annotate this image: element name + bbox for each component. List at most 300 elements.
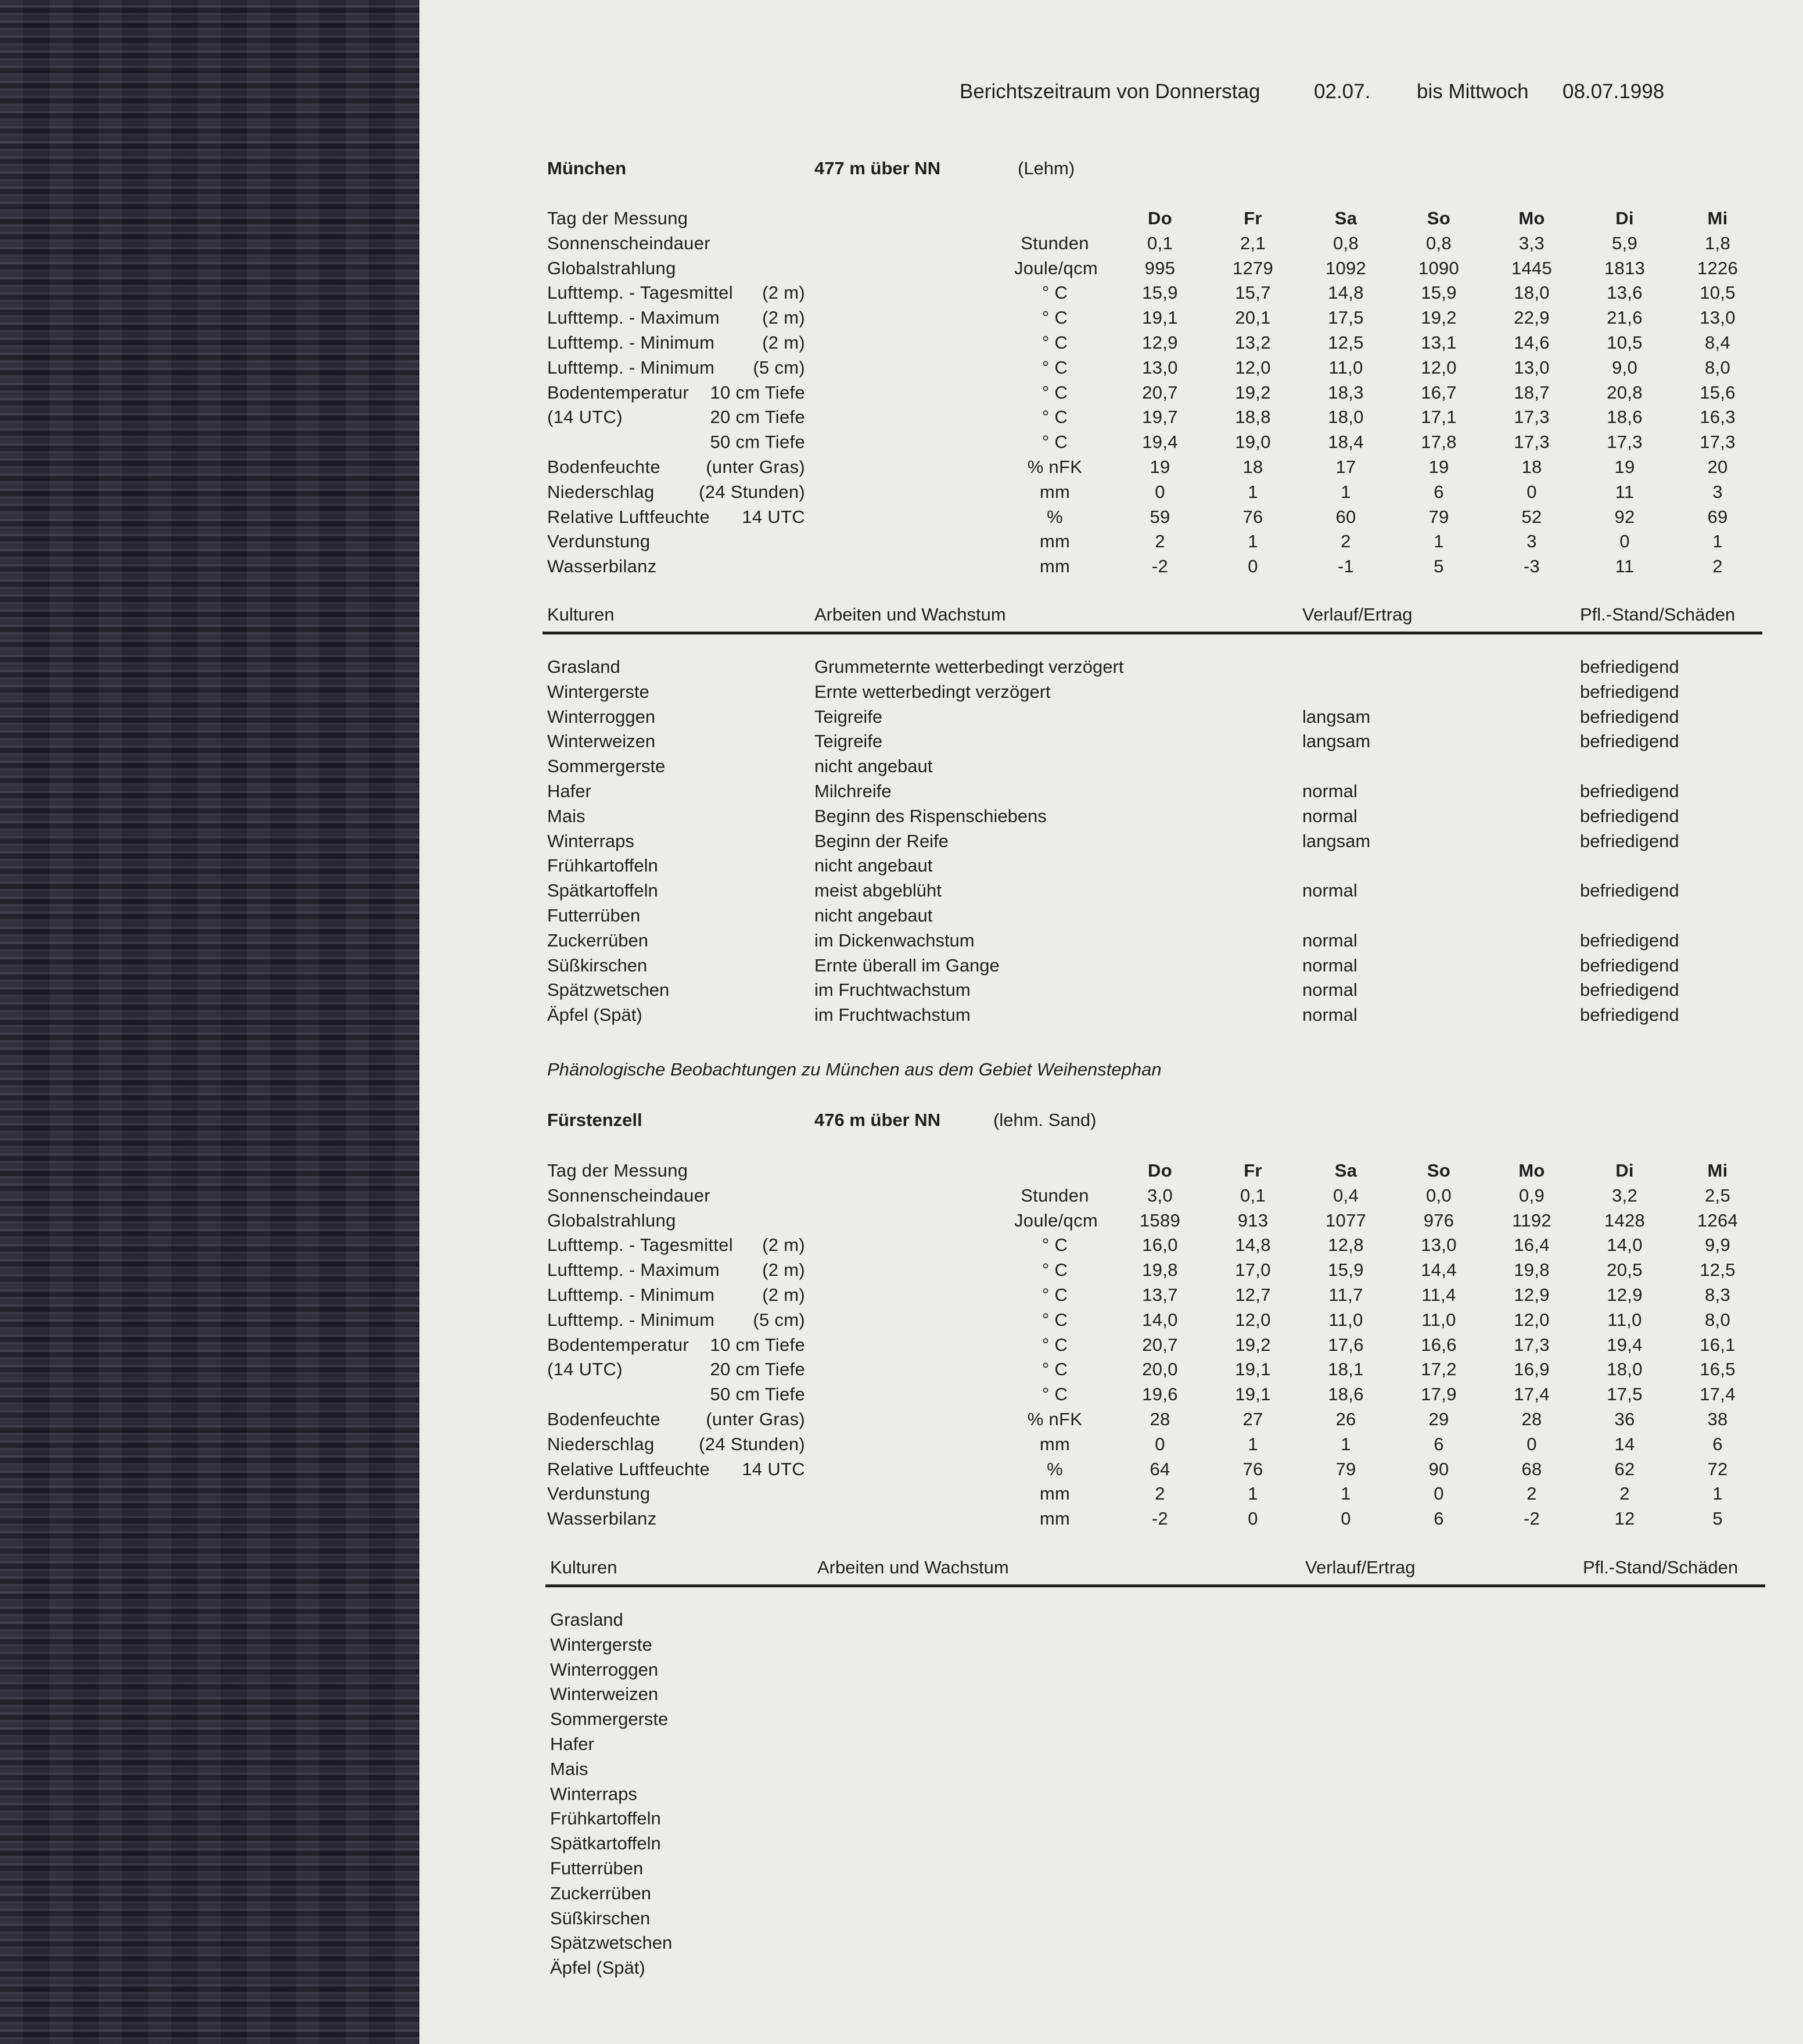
measurement-value: 17,4 xyxy=(1700,1384,1736,1405)
report-period-label-from: Berichtszeitraum von Donnerstag xyxy=(960,80,1260,103)
kulturen-row xyxy=(419,1858,1803,1882)
measurement-value: 27 xyxy=(1242,1409,1263,1429)
crop-stand: befriedigend xyxy=(1580,1005,1679,1025)
measurement-sublabel: 10 cm Tiefe xyxy=(710,382,805,403)
measurement-row xyxy=(419,1210,1803,1235)
kulturen-row xyxy=(419,955,1803,980)
measurement-label: Wasserbilanz xyxy=(547,1508,657,1529)
measurement-value: -2 xyxy=(1151,556,1169,577)
day-label: So xyxy=(1427,1160,1451,1181)
measurement-value: 12,9 xyxy=(1514,1285,1550,1305)
measurement-value: 11,7 xyxy=(1328,1285,1363,1305)
crop-name: Spätzwetschen xyxy=(547,980,670,1001)
measurement-unit: mm xyxy=(1039,1483,1071,1504)
crop-name: Wintergerste xyxy=(550,1634,652,1655)
measurement-label: Bodenfeuchte xyxy=(547,1409,660,1429)
measurement-label: Verdunstung xyxy=(547,1483,651,1504)
crop-stand: befriedigend xyxy=(1580,731,1679,752)
crop-verlauf: normal xyxy=(1302,1005,1357,1025)
measurement-value: 18 xyxy=(1242,457,1263,477)
measurement-value: 19,2 xyxy=(1235,382,1271,403)
kulturen-row xyxy=(419,1684,1803,1708)
measurement-value: 19,2 xyxy=(1235,1334,1271,1355)
measurement-value: 19,1 xyxy=(1235,1384,1271,1405)
report-period-label-to: bis Mittwoch xyxy=(1417,80,1529,103)
measurement-value: 19 xyxy=(1428,457,1449,477)
crop-arbeiten: Milchreife xyxy=(814,781,892,801)
measurement-label: (14 UTC) xyxy=(547,407,623,428)
crop-stand: befriedigend xyxy=(1580,681,1679,702)
measurement-sublabel: (2 m) xyxy=(762,1235,805,1256)
measurement-value: 0,8 xyxy=(1333,232,1359,253)
measurement-value: 2,5 xyxy=(1705,1185,1730,1206)
measurement-value: 17,0 xyxy=(1235,1260,1271,1281)
measurement-unit: Joule/qcm xyxy=(1014,257,1098,278)
measurement-value: 11,0 xyxy=(1328,1309,1363,1330)
measurement-row xyxy=(419,1434,1803,1458)
report-period-date-from: 02.07. xyxy=(1314,80,1371,103)
measurement-row xyxy=(419,1508,1803,1533)
day-label: Do xyxy=(1148,208,1172,228)
measurement-value: 36 xyxy=(1614,1409,1635,1429)
measurement-value: 1 xyxy=(1341,1433,1351,1454)
measurement-value: 17,5 xyxy=(1328,307,1364,328)
measurement-value: 0,0 xyxy=(1426,1185,1452,1206)
crop-stand: befriedigend xyxy=(1580,657,1679,677)
measurement-value: 2 xyxy=(1155,531,1165,552)
measurement-value: 17,3 xyxy=(1514,1334,1550,1355)
kulturen-row xyxy=(419,1908,1803,1932)
crop-stand: befriedigend xyxy=(1580,706,1679,727)
kulturen-row xyxy=(419,756,1803,780)
measurement-label: Globalstrahlung xyxy=(547,1210,676,1231)
measurement-row xyxy=(419,307,1803,332)
crop-stand: befriedigend xyxy=(1580,830,1679,851)
measurement-sublabel: 20 cm Tiefe xyxy=(710,1359,805,1380)
kulturen-header-row xyxy=(419,1557,1803,1582)
measurement-row xyxy=(419,382,1803,407)
measurement-value: 2 xyxy=(1712,556,1723,577)
measurement-value: 79 xyxy=(1428,506,1449,527)
station-name: München xyxy=(547,158,627,178)
measurement-value: 6 xyxy=(1712,1433,1723,1454)
measurement-sublabel: 10 cm Tiefe xyxy=(710,1334,805,1355)
measurement-unit: Stunden xyxy=(1021,232,1089,253)
measurement-sublabel: (2 m) xyxy=(762,1285,805,1305)
measurement-row xyxy=(419,1335,1803,1359)
day-label: Di xyxy=(1615,1160,1634,1181)
measurement-value: 14,6 xyxy=(1514,332,1550,353)
arbeiten-header: Arbeiten und Wachstum xyxy=(817,1557,1009,1577)
crop-name: Sommergerste xyxy=(547,756,666,777)
measurement-value: 28 xyxy=(1150,1409,1170,1429)
measurement-value: 22,9 xyxy=(1514,307,1550,328)
measurement-value: 14,0 xyxy=(1607,1235,1643,1256)
measurement-unit: mm xyxy=(1039,1508,1071,1529)
crop-name: Süßkirschen xyxy=(547,955,648,976)
measurement-label: Sonnenscheindauer xyxy=(547,1185,710,1206)
verlauf-header: Verlauf/Ertrag xyxy=(1302,604,1413,625)
kulturen-row xyxy=(419,781,1803,805)
crop-arbeiten: meist abgeblüht xyxy=(814,880,942,901)
measurement-value: 17,5 xyxy=(1607,1384,1643,1405)
kulturen-row xyxy=(419,731,1803,755)
measurement-value: 18,1 xyxy=(1328,1359,1364,1380)
crop-name: Zuckerrüben xyxy=(547,930,649,951)
measurement-value: 1 xyxy=(1341,481,1351,502)
measurement-label: Lufttemp. - Maximum xyxy=(547,307,720,328)
measurement-value: 8,0 xyxy=(1705,1309,1730,1330)
kulturen-row xyxy=(419,1659,1803,1684)
measurement-value: 0 xyxy=(1341,1508,1351,1529)
day-label: Mo xyxy=(1518,208,1545,228)
crop-arbeiten: im Fruchtwachstum xyxy=(814,980,971,1001)
measurement-value: 72 xyxy=(1707,1458,1728,1479)
crop-verlauf: langsam xyxy=(1302,830,1371,851)
measurement-value: 19,7 xyxy=(1142,407,1178,428)
crop-arbeiten: Ernte überall im Gange xyxy=(814,955,1000,976)
measurement-row xyxy=(419,1310,1803,1334)
crop-arbeiten: nicht angebaut xyxy=(814,905,933,926)
measurement-value: 11,0 xyxy=(1607,1309,1642,1330)
measurement-value: 2 xyxy=(1619,1483,1630,1504)
crop-verlauf: normal xyxy=(1302,955,1357,976)
measurement-label: Relative Luftfeuchte xyxy=(547,506,710,527)
day-label: Mi xyxy=(1707,1160,1728,1181)
measurement-value: 8,4 xyxy=(1705,332,1730,353)
measurement-value: 92 xyxy=(1614,506,1635,527)
measurement-value: 0,9 xyxy=(1519,1185,1545,1206)
kulturen-row xyxy=(419,657,1803,681)
crop-name: Futterrüben xyxy=(550,1858,644,1878)
measurement-value: 5 xyxy=(1434,556,1444,577)
measurement-row xyxy=(419,1359,1803,1383)
measurement-value: 1445 xyxy=(1511,257,1553,278)
measurement-unit: ° C xyxy=(1041,1384,1068,1405)
measurement-value: 1 xyxy=(1248,531,1258,552)
kulturen-row xyxy=(419,1609,1803,1634)
measurement-value: 11,0 xyxy=(1421,1309,1456,1330)
measurement-value: 13,2 xyxy=(1235,332,1271,353)
crop-name: Frühkartoffeln xyxy=(550,1808,661,1829)
kulturen-row xyxy=(419,980,1803,1004)
measurement-value: 15,9 xyxy=(1421,282,1457,303)
measurement-value: 995 xyxy=(1144,257,1176,278)
kulturen-row xyxy=(419,1808,1803,1833)
measurement-value: 16,0 xyxy=(1142,1235,1178,1256)
crop-arbeiten: im Fruchtwachstum xyxy=(814,1005,971,1025)
measurement-value: 10,5 xyxy=(1607,332,1643,353)
measurement-value: 3 xyxy=(1527,531,1537,552)
crop-name: Spätkartoffeln xyxy=(547,880,658,901)
measurement-value: 17,4 xyxy=(1514,1384,1550,1405)
measurement-value: 19,1 xyxy=(1142,307,1178,328)
measurement-sublabel: 14 UTC xyxy=(742,1458,805,1479)
measurement-sublabel: (24 Stunden) xyxy=(699,481,805,502)
measurement-unit: % xyxy=(1047,506,1063,527)
measurement-value: 12,5 xyxy=(1700,1260,1736,1281)
measurement-label: Niederschlag xyxy=(547,1433,655,1454)
measurement-value: 15,6 xyxy=(1700,382,1736,403)
measurement-value: 5 xyxy=(1712,1508,1723,1529)
crop-verlauf: normal xyxy=(1302,880,1357,901)
measurement-sublabel: (2 m) xyxy=(762,332,805,353)
measurement-value: 3 xyxy=(1712,481,1723,502)
measurement-value: 76 xyxy=(1242,1458,1263,1479)
day-label: Mo xyxy=(1518,1160,1545,1181)
day-label: So xyxy=(1427,208,1451,228)
kulturen-row xyxy=(419,1883,1803,1907)
measurement-value: 1077 xyxy=(1325,1210,1367,1231)
measurement-label: Lufttemp. - Minimum xyxy=(547,1309,715,1330)
measurement-row xyxy=(419,1384,1803,1408)
measurement-value: 0 xyxy=(1434,1483,1444,1504)
measurement-unit: % xyxy=(1047,1458,1063,1479)
day-row-label: Tag der Messung xyxy=(547,1160,688,1181)
measurement-value: 64 xyxy=(1150,1458,1170,1479)
measurement-value: 19,4 xyxy=(1607,1334,1643,1355)
measurement-value: 17,3 xyxy=(1514,407,1550,428)
measurement-value: 17,3 xyxy=(1700,432,1736,453)
measurement-label: Lufttemp. - Maximum xyxy=(547,1260,720,1281)
measurement-unit: mm xyxy=(1039,556,1071,577)
measurement-value: 76 xyxy=(1242,506,1263,527)
crop-name: Wintergerste xyxy=(547,681,649,702)
measurement-unit: ° C xyxy=(1041,1334,1068,1355)
measurement-sublabel: (2 m) xyxy=(762,282,805,303)
measurement-unit: ° C xyxy=(1041,357,1068,378)
measurement-value: 8,3 xyxy=(1705,1285,1730,1305)
measurement-value: 11 xyxy=(1615,556,1635,577)
measurement-value: 12,9 xyxy=(1142,332,1178,353)
crop-name: Mais xyxy=(547,805,586,826)
measurement-value: 8,0 xyxy=(1705,357,1730,378)
header-rule xyxy=(545,1584,1765,1587)
measurement-value: 16,7 xyxy=(1421,382,1457,403)
measurement-value: 14,8 xyxy=(1328,282,1364,303)
measurement-value: 0 xyxy=(1155,1433,1165,1454)
measurement-value: 18,7 xyxy=(1514,382,1550,403)
measurement-value: 26 xyxy=(1335,1409,1356,1429)
measurement-value: 17,2 xyxy=(1421,1359,1457,1380)
measurement-value: -2 xyxy=(1523,1508,1540,1529)
measurement-value: 17,1 xyxy=(1421,407,1457,428)
report-page xyxy=(419,0,1803,2044)
kulturen-row xyxy=(419,831,1803,855)
measurement-label: Verdunstung xyxy=(547,531,651,552)
kulturen-row xyxy=(419,905,1803,930)
crop-name: Winterroggen xyxy=(547,706,656,727)
crop-arbeiten: nicht angebaut xyxy=(814,855,933,876)
measurement-value: 1 xyxy=(1248,1483,1258,1504)
measurement-label: Wasserbilanz xyxy=(547,556,657,577)
measurement-sublabel: 14 UTC xyxy=(742,506,805,527)
measurement-row xyxy=(419,1483,1803,1508)
measurement-unit: ° C xyxy=(1041,407,1068,428)
kulturen-row xyxy=(419,1833,1803,1857)
measurement-value: 13,6 xyxy=(1607,282,1643,303)
measurement-row xyxy=(419,531,1803,555)
crop-stand: befriedigend xyxy=(1580,880,1679,901)
measurement-value: 0 xyxy=(1248,1508,1258,1529)
measurement-value: 20,0 xyxy=(1142,1359,1178,1380)
measurement-value: 60 xyxy=(1335,506,1356,527)
kulturen-row xyxy=(419,682,1803,706)
measurement-unit: % nFK xyxy=(1027,457,1083,477)
measurement-value: 69 xyxy=(1707,506,1728,527)
measurement-value: 6 xyxy=(1434,481,1444,502)
measurement-value: 13,0 xyxy=(1142,357,1178,378)
measurement-value: 1192 xyxy=(1512,1210,1551,1231)
measurement-value: 1 xyxy=(1341,1483,1351,1504)
measurement-label: Lufttemp. - Minimum xyxy=(547,332,715,353)
measurement-value: 18,6 xyxy=(1328,1384,1364,1405)
verlauf-header: Verlauf/Ertrag xyxy=(1305,1557,1416,1577)
measurement-value: 3,0 xyxy=(1147,1185,1173,1206)
kulturen-header-row xyxy=(419,604,1803,629)
measurement-value: 15,9 xyxy=(1142,282,1178,303)
station-altitude: 476 m über NN xyxy=(814,1110,941,1130)
measurement-value: 17,8 xyxy=(1421,432,1457,453)
measurement-value: 16,4 xyxy=(1514,1235,1550,1256)
scan-edge-strip xyxy=(0,0,419,2044)
measurement-value: 20,1 xyxy=(1235,307,1271,328)
measurement-value: 1264 xyxy=(1697,1210,1739,1231)
crop-arbeiten: nicht angebaut xyxy=(814,756,933,777)
measurement-value: 9,0 xyxy=(1612,357,1637,378)
crop-name: Äpfel (Spät) xyxy=(550,1957,645,1978)
measurement-value: 52 xyxy=(1521,506,1542,527)
measurement-value: 3,3 xyxy=(1519,232,1545,253)
measurement-sublabel: 50 cm Tiefe xyxy=(710,432,805,453)
crop-name: Grasland xyxy=(550,1609,623,1630)
station-soil: (Lehm) xyxy=(1018,158,1075,178)
measurement-value: 19,0 xyxy=(1235,432,1271,453)
day-label: Sa xyxy=(1334,1160,1357,1181)
kulturen-row xyxy=(419,930,1803,955)
crop-name: Hafer xyxy=(547,781,591,801)
measurement-value: 20 xyxy=(1707,457,1728,477)
measurement-row xyxy=(419,357,1803,382)
measurement-label: Bodentemperatur xyxy=(547,1334,689,1355)
measurement-row xyxy=(419,282,1803,307)
measurement-value: 21,6 xyxy=(1607,307,1643,328)
measurement-value: 17,9 xyxy=(1421,1384,1457,1405)
measurement-value: 13,0 xyxy=(1514,357,1550,378)
day-row-label: Tag der Messung xyxy=(547,208,688,228)
measurement-value: 10,5 xyxy=(1700,282,1736,303)
crop-name: Winterroggen xyxy=(550,1659,659,1680)
measurement-value: 6 xyxy=(1434,1508,1444,1529)
crop-name: Spätzwetschen xyxy=(550,1932,673,1953)
crop-name: Winterweizen xyxy=(550,1684,659,1705)
measurement-label: Lufttemp. - Minimum xyxy=(547,1285,715,1305)
kulturen-row xyxy=(419,880,1803,905)
measurement-value: -3 xyxy=(1523,556,1540,577)
measurement-row xyxy=(419,258,1803,282)
measurement-value: 2 xyxy=(1527,1483,1537,1504)
measurement-unit: ° C xyxy=(1041,1235,1068,1256)
measurement-value: 1090 xyxy=(1418,257,1460,278)
measurement-value: 13,1 xyxy=(1421,332,1457,353)
measurement-value: 20,7 xyxy=(1142,1334,1178,1355)
crop-name: Frühkartoffeln xyxy=(547,855,658,876)
measurement-sublabel: (2 m) xyxy=(762,307,805,328)
measurement-unit: ° C xyxy=(1041,282,1068,303)
measurement-value: 1 xyxy=(1712,531,1723,552)
crop-arbeiten: Ernte wetterbedingt verzögert xyxy=(814,681,1051,702)
kulturen-row xyxy=(419,1759,1803,1783)
measurement-label: Globalstrahlung xyxy=(547,257,676,278)
measurement-value: 1226 xyxy=(1697,257,1739,278)
crop-name: Hafer xyxy=(550,1734,594,1754)
measurement-value: 0,1 xyxy=(1147,232,1173,253)
measurement-value: 0 xyxy=(1248,556,1258,577)
measurement-value: 38 xyxy=(1707,1409,1728,1429)
measurement-value: 16,5 xyxy=(1700,1359,1736,1380)
crop-stand: befriedigend xyxy=(1580,805,1679,826)
crop-name: Futterrüben xyxy=(547,905,641,926)
measurement-value: 62 xyxy=(1614,1458,1635,1479)
measurement-row xyxy=(419,332,1803,357)
measurement-value: 19,4 xyxy=(1142,432,1178,453)
measurement-sublabel: (5 cm) xyxy=(753,1309,805,1330)
kulturen-row xyxy=(419,1734,1803,1758)
measurement-value: 19,6 xyxy=(1142,1384,1178,1405)
kulturen-row xyxy=(419,1005,1803,1029)
crop-name: Zuckerrüben xyxy=(550,1882,652,1903)
crop-name: Winterweizen xyxy=(547,731,656,752)
measurement-sublabel: (24 Stunden) xyxy=(699,1433,805,1454)
measurement-row xyxy=(419,1235,1803,1259)
measurement-row xyxy=(419,233,1803,257)
measurement-value: 0 xyxy=(1527,1433,1537,1454)
measurement-row xyxy=(419,482,1803,506)
day-label: Fr xyxy=(1244,1160,1262,1181)
measurement-label: Lufttemp. - Tagesmittel xyxy=(547,282,733,303)
measurement-value: 19 xyxy=(1614,457,1635,477)
measurement-value: 2 xyxy=(1155,1483,1165,1504)
measurement-unit: ° C xyxy=(1041,382,1068,403)
measurement-value: 1 xyxy=(1712,1483,1723,1504)
measurement-value: 18,8 xyxy=(1235,407,1271,428)
measurement-value: 12,0 xyxy=(1514,1309,1550,1330)
measurement-value: 29 xyxy=(1428,1409,1449,1429)
kulturen-row xyxy=(419,1709,1803,1733)
measurement-value: 1092 xyxy=(1325,257,1367,278)
measurement-value: 15,7 xyxy=(1235,282,1271,303)
measurement-value: 12,0 xyxy=(1235,1309,1271,1330)
header-rule xyxy=(543,632,1762,634)
measurement-value: 16,6 xyxy=(1421,1334,1457,1355)
measurement-value: 913 xyxy=(1237,1210,1269,1231)
measurement-row xyxy=(419,457,1803,481)
crop-stand: befriedigend xyxy=(1580,980,1679,1001)
day-label: Do xyxy=(1148,1160,1172,1181)
measurement-value: -2 xyxy=(1151,1508,1169,1529)
measurement-value: 1 xyxy=(1248,1433,1258,1454)
kulturen-row xyxy=(419,707,1803,731)
crop-verlauf: normal xyxy=(1302,781,1357,801)
crop-name: Mais xyxy=(550,1758,588,1779)
measurement-sublabel: 20 cm Tiefe xyxy=(710,407,805,428)
measurement-value: 9,9 xyxy=(1705,1235,1730,1256)
crop-arbeiten: Beginn der Reife xyxy=(814,830,949,851)
measurement-unit: ° C xyxy=(1041,332,1068,353)
measurement-label: Sonnenscheindauer xyxy=(547,232,710,253)
measurement-unit: ° C xyxy=(1041,1309,1068,1330)
measurement-value: 11 xyxy=(1615,481,1635,502)
